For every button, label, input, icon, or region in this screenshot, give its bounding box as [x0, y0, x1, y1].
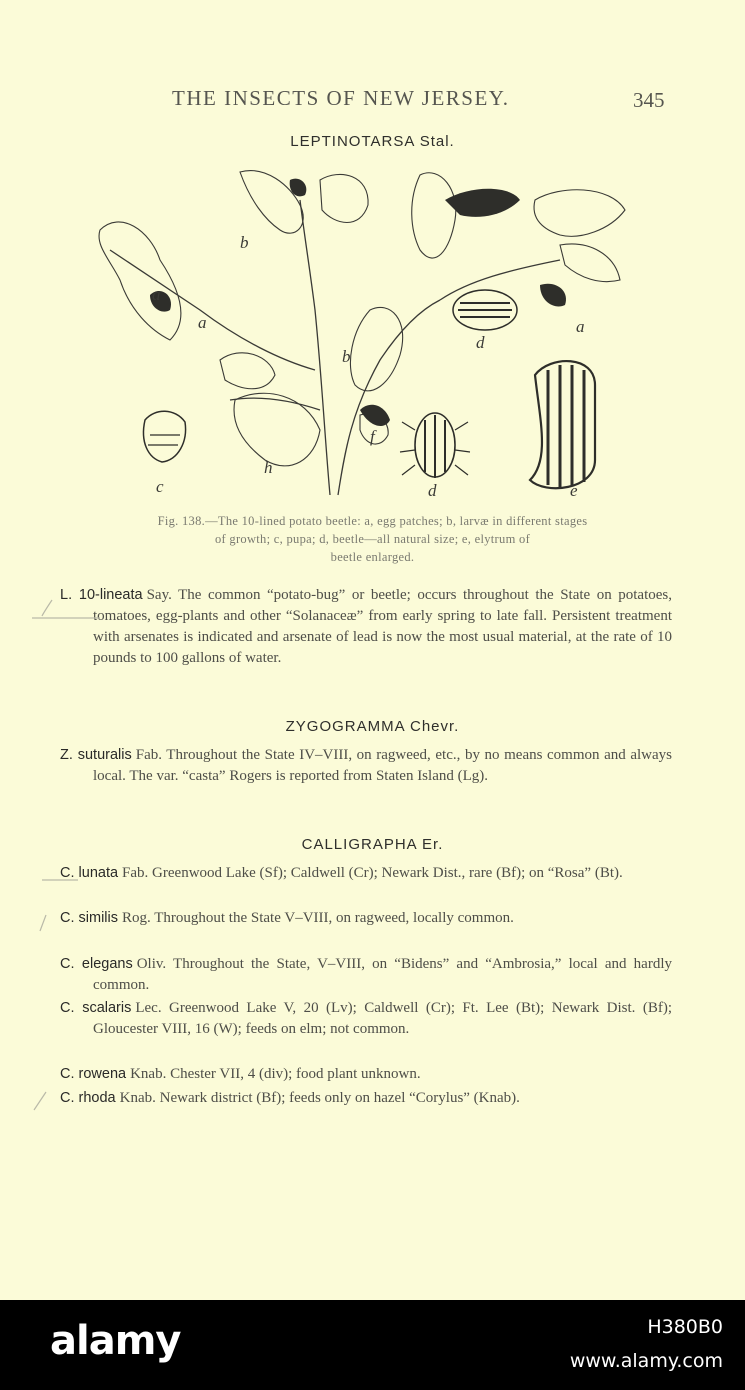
leaf: [412, 173, 456, 258]
entry-text: Oliv. Throughout the State, V–VIII, on “Bidens” and “Ambrosia,” local and hardly common.: [93, 956, 672, 993]
figure-labels: [152, 233, 585, 500]
caption-line: beetle enlarged.: [330, 550, 415, 564]
genus-heading-calligrapha: [0, 836, 745, 853]
beetle-d: [400, 413, 470, 478]
leaf: [350, 307, 402, 390]
entry-text: Fab. Throughout the State IV–VIII, on ragweed, etc., by no means common and always local. The var. “casta” Rogers is reported from Staten Island (Lg).: [93, 747, 672, 784]
elytrum-e: [530, 361, 595, 488]
figure-label-a: a: [152, 285, 161, 304]
species-name: C. scalaris: [60, 1000, 132, 1016]
pupa-body: [144, 411, 186, 462]
leaf: [99, 222, 181, 340]
genus-author: Chevr.: [410, 718, 460, 735]
pencil-mark: [30, 1090, 50, 1112]
leaf: [320, 174, 368, 222]
image-id: H380B0: [647, 1316, 723, 1338]
figure-label-b: b: [240, 233, 249, 252]
larva: [360, 405, 390, 426]
species-name: L. 10-lineata: [60, 587, 143, 603]
figure-label-e: e: [570, 481, 578, 500]
leaf: [534, 190, 625, 237]
pencil-mark: [30, 590, 110, 630]
caption-line: Fig. 138.—The 10-lined potato beetle: a, egg patches; b, larvæ in different stages: [157, 514, 588, 528]
figure-label-b: b: [342, 347, 351, 366]
figure-label-c: c: [156, 477, 164, 496]
page-number: 345: [633, 88, 665, 112]
entry-text: Knab. Newark district (Bf); feeds only on hazel “Corylus” (Knab).: [119, 1090, 520, 1106]
figure-caption: [80, 512, 665, 566]
entry-c-scalaris: [60, 998, 672, 1040]
plant-stems: [110, 200, 560, 495]
species-name: C. rowena: [60, 1066, 127, 1082]
stock-watermark-bar: [0, 1300, 745, 1390]
figure-label-a: a: [198, 313, 207, 332]
figure-label-a: a: [576, 317, 585, 336]
running-title: THE INSECTS OF NEW JERSEY.: [172, 86, 510, 110]
species-name: Z. suturalis: [60, 747, 132, 763]
left-stem: [110, 250, 315, 370]
watermark-url: www.alamy.com: [569, 1350, 723, 1372]
figure-label-h: h: [264, 458, 273, 477]
leaf: [234, 393, 320, 466]
entry-c-elegans: [60, 954, 672, 996]
figure-label-d: d: [428, 481, 437, 500]
entry-l-10-lineata: [60, 585, 672, 669]
pupa-segments: [148, 435, 180, 445]
pencil-mark: [36, 913, 50, 933]
species-name: C. similis: [60, 910, 118, 926]
leaf: [220, 353, 275, 389]
lower-left-stem: [230, 398, 320, 410]
species-name: C. lunata: [60, 865, 119, 881]
entry-text: Knab. Chester VII, 4 (div); food plant unknown.: [130, 1066, 421, 1082]
figure-label-d: d: [476, 333, 485, 352]
entry-z-suturalis: [60, 745, 672, 787]
species-name: C. rhoda: [60, 1090, 116, 1106]
leaf: [560, 244, 620, 282]
genus-name: ZYGOGRAMMA: [285, 718, 405, 735]
entry-text: Lec. Greenwood Lake V, 20 (Lv); Caldwell (Cr); Ft. Lee (Bt); Newark Dist. (Bf); Gloucester VIII, 16 (W); feeds on elm; not common.: [93, 1000, 672, 1037]
elytrum-stripes: [548, 365, 584, 487]
pencil-mark: [40, 872, 80, 884]
genus-author: Stal.: [419, 133, 455, 150]
potato-beetle-illustration: [90, 160, 650, 510]
main-stem: [300, 200, 330, 495]
pupa-c: [144, 411, 186, 462]
beetle-stripes: [458, 303, 512, 317]
entry-c-similis: [60, 908, 672, 929]
egg-cluster: [540, 284, 566, 307]
entry-c-lunata: [60, 863, 672, 884]
genus-heading-leptinotarsa: [0, 133, 745, 150]
watermark-logo: alamy: [50, 1318, 181, 1364]
genus-author: Er.: [422, 836, 444, 853]
species-name: C. elegans: [60, 956, 133, 972]
beetle-d-stripes: [425, 415, 445, 478]
caption-line: of growth; c, pupa; d, beetle—all natural size; e, elytrum of: [214, 532, 531, 546]
entry-text: Say. The common “potato-bug” or beetle; occurs throughout the State on potatoes, tomatoes, egg-plants and other “Solanaceæ” from early spring to late fall. Persistent treatment with arsenates is indicated and arsenate of lead is now the most usual material, at the rate of 10 pounds to 100 gallons of water.: [93, 587, 672, 666]
genus-heading-zygogramma: [0, 718, 745, 735]
entry-c-rhoda: [60, 1088, 672, 1109]
entry-text: Rog. Throughout the State V–VIII, on ragweed, locally common.: [122, 910, 514, 926]
entry-c-rowena: [60, 1064, 672, 1085]
adult-beetle-on-plant: [453, 290, 517, 330]
genus-name: LEPTINOTARSA: [290, 133, 415, 150]
entry-text: Fab. Greenwood Lake (Sf); Caldwell (Cr); Newark Dist., rare (Bf); on “Rosa” (Bt).: [122, 865, 623, 881]
leaves: [99, 171, 625, 466]
genus-name: CALLIGRAPHA: [301, 836, 417, 853]
figure-label-f: f: [370, 427, 375, 446]
